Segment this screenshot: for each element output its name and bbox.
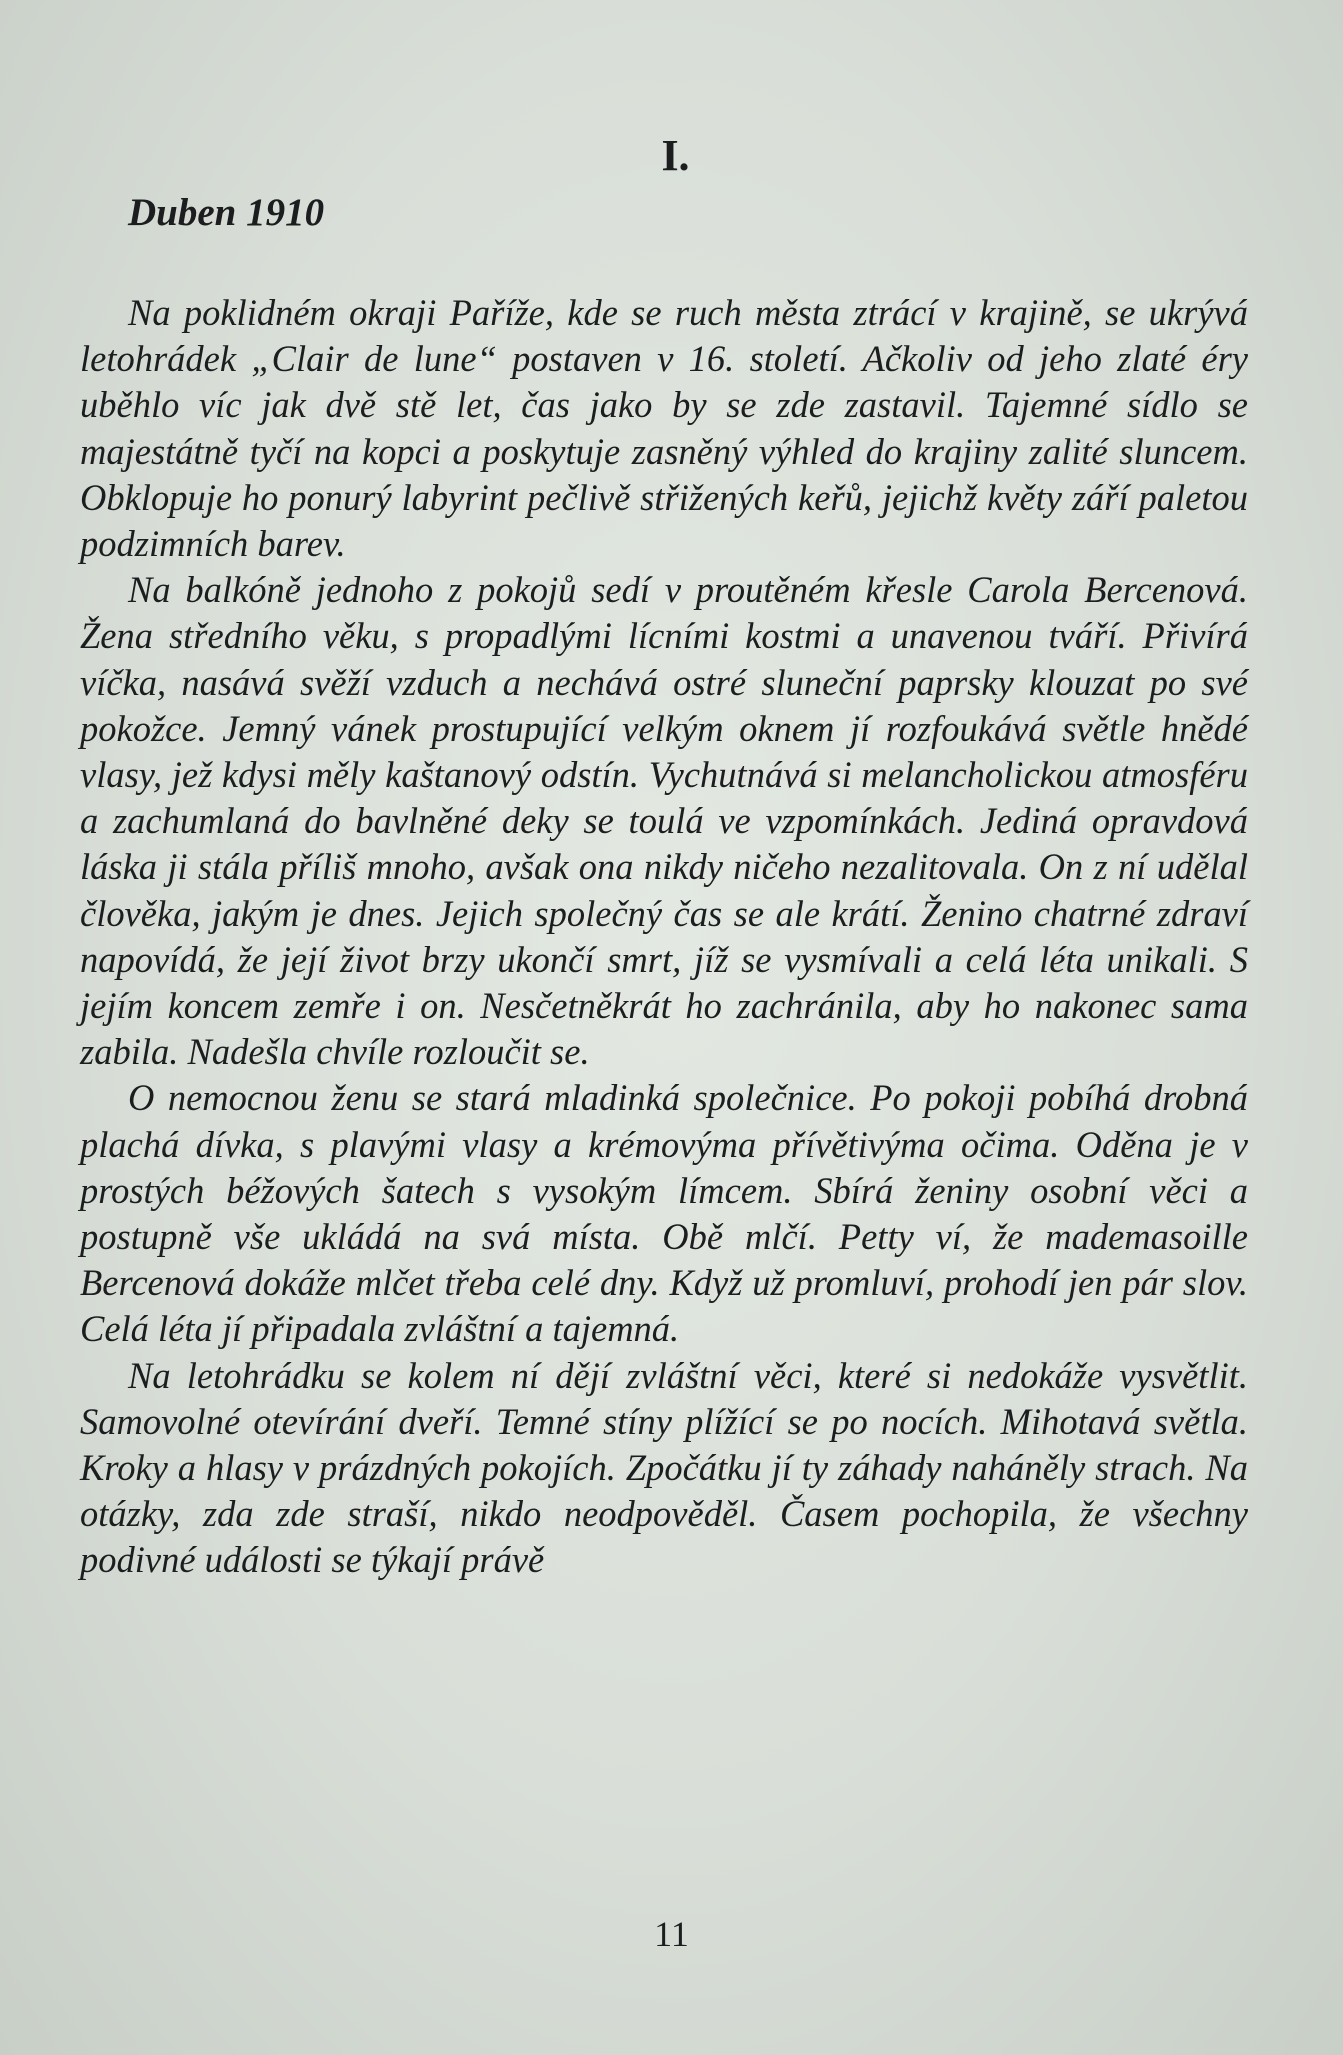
- date-heading: Duben 1910: [128, 191, 325, 234]
- chapter-number: I.: [661, 131, 690, 180]
- body-text: [80, 290, 1248, 1584]
- paragraph: Na poklidném okraji Paříže, kde se ruch města ztrácí v krajině, se ukrývá letohrádek „Clair de lune“ postaven v 16. století. Ačkoliv od jeho zlaté éry uběhlo víc jak dvě stě let, čas jako by se zde zastavil. Tajemné sídlo se majestátně tyčí na kopci a poskytuje zasněný výhled do krajiny zalité sluncem. Obklopuje ho ponurý labyrint pečlivě střižených keřů, jejichž květy září paletou podzimních barev.: [80, 292, 1248, 565]
- paragraph: O nemocnou ženu se stará mladinká společnice. Po pokoji pobíhá drobná plachá dívka, s plavými vlasy a krémovýma přívětivýma očima. Oděna je v prostých béžových šatech s vysokým límcem. Sbírá ženiny osobní věci a postupně vše ukládá na svá místa. Obě mlčí. Petty ví, že mademasoille Bercenová dokáže mlčet třeba celé dny. Když už promluví, prohodí jen pár slov. Celá léta jí připadala zvláštní a tajemná.: [80, 1077, 1248, 1350]
- paragraph: Na letohrádku se kolem ní dějí zvláštní věci, které si nedokáže vysvětlit. Samovolné otevírání dveří. Temné stíny plížící se po nocích. Mihotavá světla. Kroky a hlasy v prázdných pokojích. Zpočátku jí ty záhady naháněly strach. Na otázky, zda zde straší, nikdo neodpověděl. Časem pochopila, že všechny podivné události se týkají právě: [80, 1354, 1248, 1581]
- paragraph: Na balkóně jednoho z pokojů sedí v proutěném křesle Carola Bercenová. Žena středního věku, s propadlými lícními kostmi a unavenou tváří. Přivírá víčka, nasává svěží vzduch a nechává ostré sluneční paprsky klouzat po své pokožce. Jemný vánek prostupující velkým oknem jí rozfoukává světle hnědé vlasy, jež kdysi měly kaštanový odstín. Vychutnává si melancholickou atmosféru a zachumlaná do bavlněné deky se toulá ve vzpomínkách. Jediná opravdová láska ji stála příliš mnoho, avšak ona nikdy ničeho nezalitovala. On z ní udělal člověka, jakým je dnes. Jejich společný čas se ale krátí. Ženino chatrné zdraví napovídá, že její život brzy ukončí smrt, jíž se vysmívali a celá léta unikali. S jejím koncem zemře i on. Nesčetněkrát ho zachránila, aby ho nakonec sama zabila. Nadešla chvíle rozloučit se.: [80, 569, 1248, 1073]
- page-number: 11: [654, 1914, 689, 1954]
